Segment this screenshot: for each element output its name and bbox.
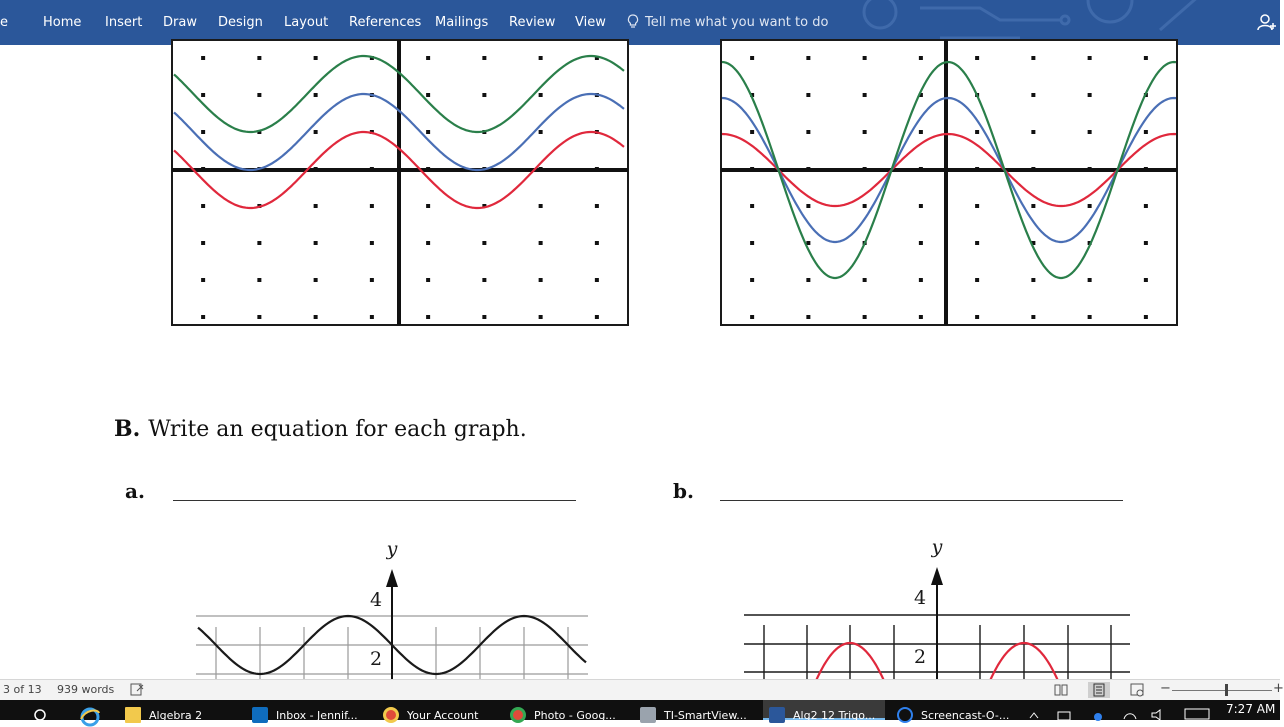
grid-dot — [806, 204, 810, 208]
word-count[interactable]: 939 words — [57, 683, 115, 696]
grid-dot — [806, 56, 810, 60]
taskbar-label: Algebra 2 — [149, 709, 203, 722]
grid-dot — [1031, 93, 1035, 97]
grid-dot — [314, 56, 318, 60]
internet-explorer-icon[interactable] — [80, 707, 100, 727]
read-mode-button[interactable] — [1050, 682, 1072, 698]
taskbar-item-outlook[interactable] — [252, 700, 367, 720]
grid-dot — [595, 241, 599, 245]
grid-dot — [201, 315, 205, 319]
zoom-out-button[interactable]: − — [1160, 681, 1171, 696]
section-letter: B. — [114, 416, 141, 442]
taskbar-label: Your Account — [407, 709, 479, 722]
tab-view[interactable]: View — [575, 15, 606, 30]
ribbon-circuit-art — [860, 0, 1240, 45]
zoom-slider-track[interactable] — [1172, 690, 1272, 691]
grid-dot — [1144, 130, 1148, 134]
grid-dot — [919, 241, 923, 245]
graph-a-tick-2: 2 — [369, 648, 383, 670]
web-layout-button[interactable] — [1126, 682, 1148, 698]
chrome-icon — [383, 707, 399, 723]
tab-draw[interactable]: Draw — [163, 15, 197, 30]
grid-dot — [919, 315, 923, 319]
grid-dot — [314, 278, 318, 282]
graph-b-panel — [744, 567, 1130, 685]
grid-dot — [863, 56, 867, 60]
taskbar-clock[interactable]: 7:27 AM — [1226, 702, 1276, 716]
y-axis-arrow — [931, 567, 943, 585]
tab-home[interactable]: Home — [43, 15, 82, 30]
graph-frame — [721, 40, 1177, 325]
grid-dot — [314, 315, 318, 319]
grid-dot — [257, 93, 261, 97]
grid-dot — [806, 315, 810, 319]
graph-1-panel — [172, 40, 628, 325]
grid-dot — [201, 204, 205, 208]
grid-dot — [975, 315, 979, 319]
chrome-icon — [510, 707, 526, 723]
page-count[interactable]: 3 of 13 — [3, 683, 42, 696]
windows-taskbar — [0, 700, 1280, 720]
grid-dot — [975, 56, 979, 60]
grid-dot — [1031, 204, 1035, 208]
taskbar-item-word[interactable] — [763, 700, 885, 720]
grid-dot — [539, 241, 543, 245]
section-instruction: Write an equation for each graph. — [148, 417, 527, 442]
section-heading — [114, 416, 527, 442]
grid-dot — [1144, 315, 1148, 319]
grid-dot — [863, 278, 867, 282]
grid-dot — [750, 204, 754, 208]
answer-line-b[interactable] — [720, 500, 1123, 501]
graph-b-y-label: y — [931, 536, 943, 558]
print-layout-button[interactable] — [1088, 682, 1110, 698]
book-icon — [1050, 682, 1072, 698]
grid-dot — [919, 278, 923, 282]
grid-dot — [863, 204, 867, 208]
tab-layout[interactable]: Layout — [284, 15, 329, 30]
taskbar-label: Photo - Goog... — [534, 709, 616, 722]
answer-line-a[interactable] — [173, 500, 576, 501]
taskbar-label: Inbox - Jennif... — [276, 709, 358, 722]
grid-dot — [426, 130, 430, 134]
grid-dot — [426, 93, 430, 97]
grid-dot — [863, 315, 867, 319]
grid-dot — [370, 278, 374, 282]
tab-file[interactable]: e — [0, 15, 8, 30]
tell-me-text: Tell me what you want to do — [645, 15, 829, 30]
system-tray-icons[interactable] — [1028, 710, 1168, 720]
grid-dot — [426, 56, 430, 60]
taskbar-item-algebra[interactable] — [125, 700, 235, 720]
taskbar-item-ti-smartview[interactable] — [640, 700, 755, 720]
grid-dot — [1088, 278, 1092, 282]
graph-a-y-label: y — [386, 538, 398, 560]
grid-dot — [595, 278, 599, 282]
ribbon-tab-bar — [0, 0, 1280, 45]
graph-a-panel — [196, 569, 588, 679]
grid-dot — [1088, 315, 1092, 319]
tell-me-search[interactable] — [627, 0, 828, 45]
grid-dot — [314, 204, 318, 208]
grid-dot — [426, 278, 430, 282]
page-icon — [1088, 682, 1110, 698]
grid-dot — [426, 315, 430, 319]
grid-dot — [1031, 56, 1035, 60]
grid-dot — [806, 130, 810, 134]
proofing-icon[interactable] — [130, 683, 145, 697]
grid-dot — [426, 241, 430, 245]
grid-dot — [482, 315, 486, 319]
tab-mailings[interactable]: Mailings — [435, 15, 489, 30]
grid-dot — [201, 56, 205, 60]
grid-dot — [863, 130, 867, 134]
grid-dot — [1144, 241, 1148, 245]
grid-dot — [1031, 315, 1035, 319]
grid-dot — [482, 93, 486, 97]
account-icon[interactable] — [1256, 12, 1276, 32]
grid-dot — [539, 204, 543, 208]
grid-dot — [201, 278, 205, 282]
grid-dot — [539, 315, 543, 319]
tab-insert[interactable]: Insert — [105, 15, 143, 30]
calculator-icon — [640, 707, 656, 723]
grid-dot — [370, 241, 374, 245]
taskbar-item-screencast[interactable] — [897, 700, 1015, 720]
grid-dot — [539, 56, 543, 60]
grid-dot — [539, 130, 543, 134]
grid-dot — [1088, 130, 1092, 134]
graph-b-tick-4: 4 — [913, 587, 927, 609]
taskbar-label: Screencast-O-... — [921, 709, 1010, 722]
grid-dot — [314, 241, 318, 245]
grid-dot — [595, 204, 599, 208]
grid-dot — [750, 278, 754, 282]
grid-dot — [1088, 56, 1092, 60]
grid-dot — [1144, 278, 1148, 282]
grid-dot — [919, 204, 923, 208]
tab-review[interactable]: Review — [509, 15, 556, 30]
grid-dot — [482, 241, 486, 245]
grid-dot — [806, 93, 810, 97]
grid-dot — [314, 93, 318, 97]
grid-dot — [919, 130, 923, 134]
zoom-in-button[interactable]: + — [1273, 681, 1284, 696]
grid-dot — [595, 315, 599, 319]
grid-dot — [426, 204, 430, 208]
grid-dot — [750, 130, 754, 134]
grid-dot — [1088, 204, 1092, 208]
grid-dot — [314, 130, 318, 134]
grid-dot — [1144, 56, 1148, 60]
grid-dot — [201, 130, 205, 134]
grid-dot — [919, 56, 923, 60]
grid-dot — [750, 241, 754, 245]
grid-dot — [257, 315, 261, 319]
grid-dot — [482, 278, 486, 282]
word-icon — [769, 707, 785, 723]
screencast-icon — [897, 707, 913, 723]
question-b-label: b. — [673, 479, 694, 503]
outlook-icon — [252, 707, 268, 723]
question-a-label: a. — [125, 479, 145, 503]
grid-dot — [1088, 93, 1092, 97]
grid-dot — [257, 56, 261, 60]
grid-dot — [201, 241, 205, 245]
bottom-graphs — [0, 535, 1280, 679]
grid-dot — [482, 56, 486, 60]
grid-dot — [370, 204, 374, 208]
keyboard-icon[interactable] — [1184, 708, 1210, 720]
y-axis-arrow — [386, 569, 398, 587]
document-canvas[interactable] — [0, 45, 1280, 679]
grid-dot — [201, 93, 205, 97]
grid-dot — [257, 241, 261, 245]
search-icon[interactable] — [34, 709, 48, 723]
folder-icon — [125, 707, 141, 723]
lightbulb-icon — [627, 14, 639, 29]
tab-references[interactable]: References — [349, 15, 422, 30]
grid-dot — [975, 130, 979, 134]
top-graphs — [0, 45, 1280, 345]
taskbar-label: TI-SmartView... — [664, 709, 747, 722]
graph-2-panel — [721, 40, 1177, 325]
grid-dot — [975, 204, 979, 208]
zoom-slider-thumb[interactable] — [1225, 684, 1228, 696]
grid-dot — [1031, 278, 1035, 282]
grid-dot — [750, 315, 754, 319]
grid-dot — [1144, 204, 1148, 208]
tab-design[interactable]: Design — [218, 15, 263, 30]
grid-dot — [539, 93, 543, 97]
graph-b-tick-2: 2 — [913, 646, 927, 668]
grid-dot — [975, 241, 979, 245]
grid-dot — [863, 93, 867, 97]
web-page-icon — [1126, 682, 1148, 698]
taskbar-item-chrome-photo[interactable] — [510, 700, 630, 720]
taskbar-label: Alg2 12 Trigo... — [793, 709, 876, 722]
grid-dot — [257, 278, 261, 282]
grid-dot — [1031, 130, 1035, 134]
grid-dot — [750, 56, 754, 60]
grid-dot — [539, 278, 543, 282]
grid-dot — [370, 315, 374, 319]
graph-a-tick-4: 4 — [369, 589, 383, 611]
status-bar — [0, 679, 1284, 700]
grid-dot — [975, 278, 979, 282]
grid-dot — [806, 278, 810, 282]
taskbar-item-chrome-account[interactable] — [383, 700, 498, 720]
